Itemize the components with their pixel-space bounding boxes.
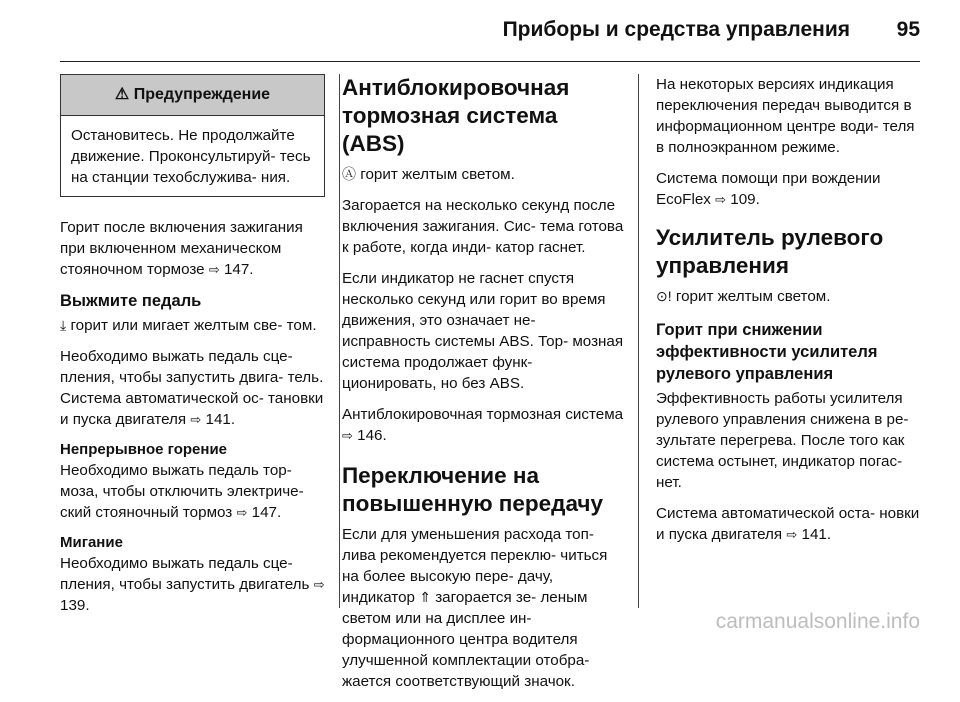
steering-warning-icon: ⊙!	[656, 288, 672, 304]
heading-upshift: Переключение на повышенную передачу	[342, 463, 603, 516]
warning-box	[60, 74, 325, 197]
paragraph: Необходимо выжать педаль сце- пления, чтобы запустить двига- тель. Система автоматической ос- тановки и пуска двигателя ⇨ 141.	[60, 348, 324, 428]
page-reference: 109.	[730, 191, 760, 208]
heading-continuous: Непрерывное горение	[60, 441, 228, 458]
paragraph: Необходимо выжать педаль тор- моза, чтобы отключить электриче- ский стояночный тормоз ⇨ 147.	[60, 462, 304, 521]
clutch-pedal-icon: ⤓	[60, 317, 67, 333]
warning-text: Остановитесь. Не продолжайте движение. Проконсультируй- тесь на станции техобслужива- ния.	[71, 127, 311, 186]
page-reference: 139.	[60, 597, 90, 614]
column-1	[60, 74, 325, 626]
running-header-title: Приборы и средства управления	[502, 18, 850, 41]
column-2	[342, 74, 624, 702]
page-number: 95	[896, 18, 920, 41]
reference-arrow-icon: ⇨	[208, 262, 220, 277]
reference-arrow-icon: ⇨	[313, 577, 325, 592]
page-reference: 147.	[251, 504, 282, 521]
page-reference: 141.	[801, 526, 832, 543]
paragraph: Если индикатор не гаснет спустя несколько секунд или горит во время движения, это означает не- исправность системы ABS. Тор- мозная система продолжает функ- ционировать, но без ABS.	[342, 270, 624, 392]
warning-icon: ⚠	[114, 86, 130, 103]
paragraph: На некоторых версиях индикация переключения передач выводится в информационном центре води- теля в полноэкранном режиме.	[656, 76, 915, 156]
paragraph: ⊙! горит желтым светом.	[656, 288, 831, 305]
paragraph: Если для уменьшения расхода топ- лива рекомендуется переклю- читься на более высокую пере- дачу, индикатор ⇑ загорается зе- леным светом или на дисплее ин- формационного центра водителя улучшенной комплектации отобра- жается соответствующий значок.	[342, 526, 608, 690]
watermark: carmanualsonline.info	[715, 610, 920, 633]
column-3	[656, 74, 920, 555]
heading-abs: Антиблокировочная тормозная система (ABS)	[342, 75, 570, 156]
heading-press-pedal: Выжмите педаль	[60, 292, 202, 310]
paragraph: Эффективность работы усилителя рулевого управления снижена в ре- зультате перегрева. После того как система остынет, индикатор погас- нет.	[656, 390, 909, 491]
reference-arrow-icon: ⇨	[715, 192, 727, 207]
warning-header	[61, 75, 324, 116]
paragraph: Система автоматической оста- новки и пуска двигателя ⇨ 141.	[656, 505, 920, 543]
page-reference: 147.	[223, 261, 254, 278]
heading-power-steering: Усилитель рулевого управления	[656, 225, 884, 278]
column-divider-1	[339, 74, 340, 608]
abs-icon: Ⓐ	[342, 166, 356, 182]
paragraph: Необходимо выжать педаль сце- пления, чтобы запустить двигатель ⇨ 139.	[60, 555, 325, 614]
reference-arrow-icon: ⇨	[342, 428, 353, 443]
upshift-arrow-icon: ⇑	[419, 589, 431, 605]
paragraph: Загорается на несколько секунд после включения зажигания. Сис- тема готова к работе, когда инди- катор гаснет.	[342, 197, 624, 256]
reference-arrow-icon: ⇨	[786, 527, 798, 542]
paragraph: ⤓ горит или мигает желтым све- том.	[60, 317, 317, 334]
heading-reduced-assist: Горит при снижении эффективности усилителя рулевого управления	[656, 321, 878, 383]
paragraph: Горит после включения зажигания при включенном механическом стояночном тормозе ⇨ 147.	[60, 219, 303, 278]
warning-title: Предупреждение	[133, 86, 271, 103]
paragraph: Антиблокировочная тормозная система ⇨ 146.	[342, 406, 624, 444]
paragraph: Ⓐ горит желтым светом.	[342, 166, 515, 183]
page-reference: 146.	[357, 427, 387, 444]
header-divider	[60, 61, 920, 62]
column-divider-2	[638, 74, 639, 608]
paragraph: Система помощи при вождении EcoFlex ⇨ 109.	[656, 170, 881, 208]
heading-blinking: Мигание	[60, 534, 123, 551]
page-reference: 141.	[205, 411, 236, 428]
reference-arrow-icon: ⇨	[236, 505, 248, 520]
reference-arrow-icon: ⇨	[190, 412, 202, 427]
